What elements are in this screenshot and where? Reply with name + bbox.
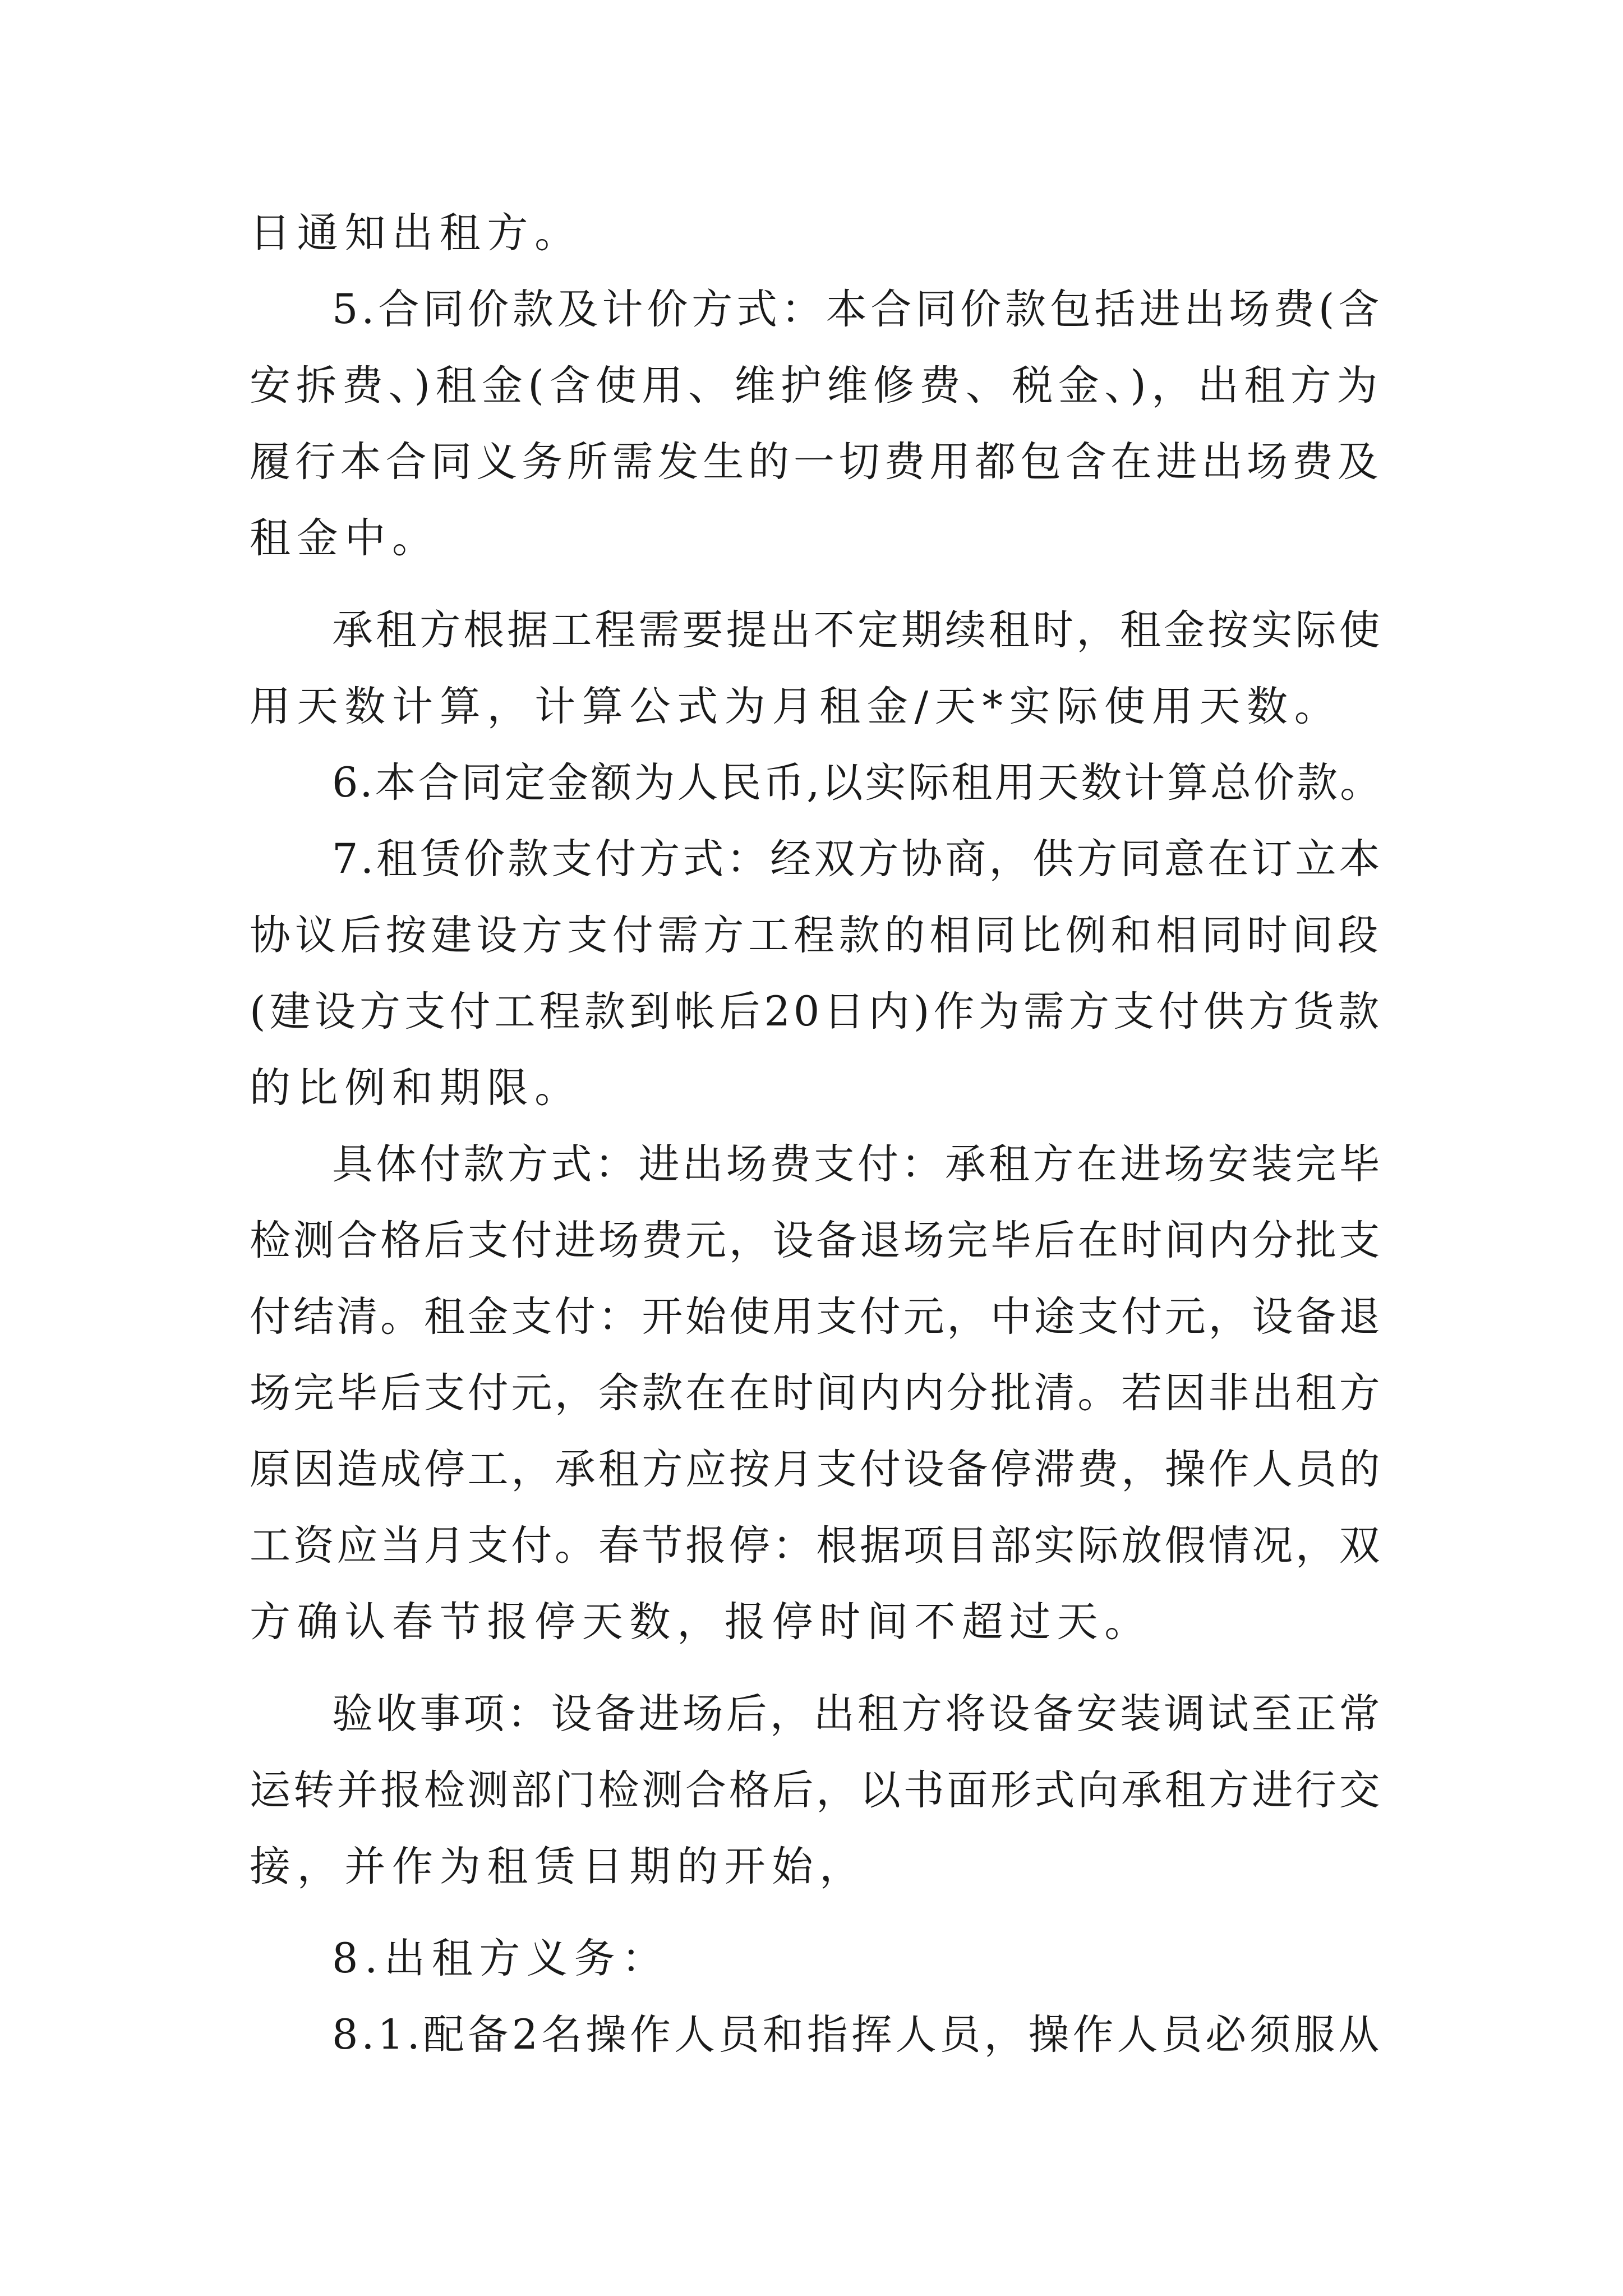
text-line-24: 8.1.配备2名操作人员和指挥人员，操作人员必须服从 xyxy=(332,2011,1382,2059)
text-line-20: 验收事项：设备进场后，出租方将设备安装调试至正常 xyxy=(332,1690,1382,1738)
text-line-17: 原因造成停工，承租方应按月支付设备停滞费，操作人员的 xyxy=(250,1446,1382,1493)
text-line-21: 运转并报检测部门检测合格后，以书面形式向承租方进行交 xyxy=(250,1766,1382,1814)
text-line-18: 工资应当月支付。春节报停：根据项目部实际放假情况，双 xyxy=(250,1522,1382,1570)
text-line-14: 检测合格后支付进场费元，设备退场完毕后在时间内分批支 xyxy=(250,1217,1382,1264)
text-line-8: 6.本合同定金额为人民币,以实际租用天数计算总价款。 xyxy=(332,759,1382,807)
text-line-15: 付结清。租金支付：开始使用支付元，中途支付元，设备退 xyxy=(250,1293,1382,1341)
text-line-7: 用天数计算，计算公式为月租金/天*实际使用天数。 xyxy=(250,683,1342,730)
text-line-10: 协议后按建设方支付需方工程款的相同比例和相同时间段 xyxy=(250,912,1382,959)
text-line-19: 方确认春节报停天数，报停时间不超过天。 xyxy=(250,1598,1152,1646)
text-line-5: 租金中。 xyxy=(250,514,440,562)
text-line-4: 履行本合同义务所需发生的一切费用都包含在进出场费及 xyxy=(250,438,1382,486)
text-line-11: (建设方支付工程款到帐后20日内)作为需方支付供方货款 xyxy=(250,988,1382,1036)
text-line-2: 5.合同价款及计价方式：本合同价款包括进出场费(含 xyxy=(332,286,1382,333)
text-line-1: 日通知出租方。 xyxy=(250,209,582,257)
text-line-22: 接，并作为租赁日期的开始， xyxy=(250,1843,867,1890)
text-line-13: 具体付款方式：进出场费支付：承租方在进场安装完毕 xyxy=(332,1140,1382,1188)
text-line-3: 安拆费、)租金(含使用、维护维修费、税金、)，出租方为 xyxy=(250,362,1382,409)
text-line-9: 7.租赁价款支付方式：经双方协商，供方同意在订立本 xyxy=(332,835,1382,883)
text-line-6: 承租方根据工程需要提出不定期续租时，租金按实际使 xyxy=(332,606,1382,654)
text-line-16: 场完毕后支付元，余款在在时间内内分批清。若因非出租方 xyxy=(250,1369,1382,1417)
text-line-23: 8.出租方义务： xyxy=(332,1935,670,1982)
text-line-12: 的比例和期限。 xyxy=(250,1064,582,1112)
